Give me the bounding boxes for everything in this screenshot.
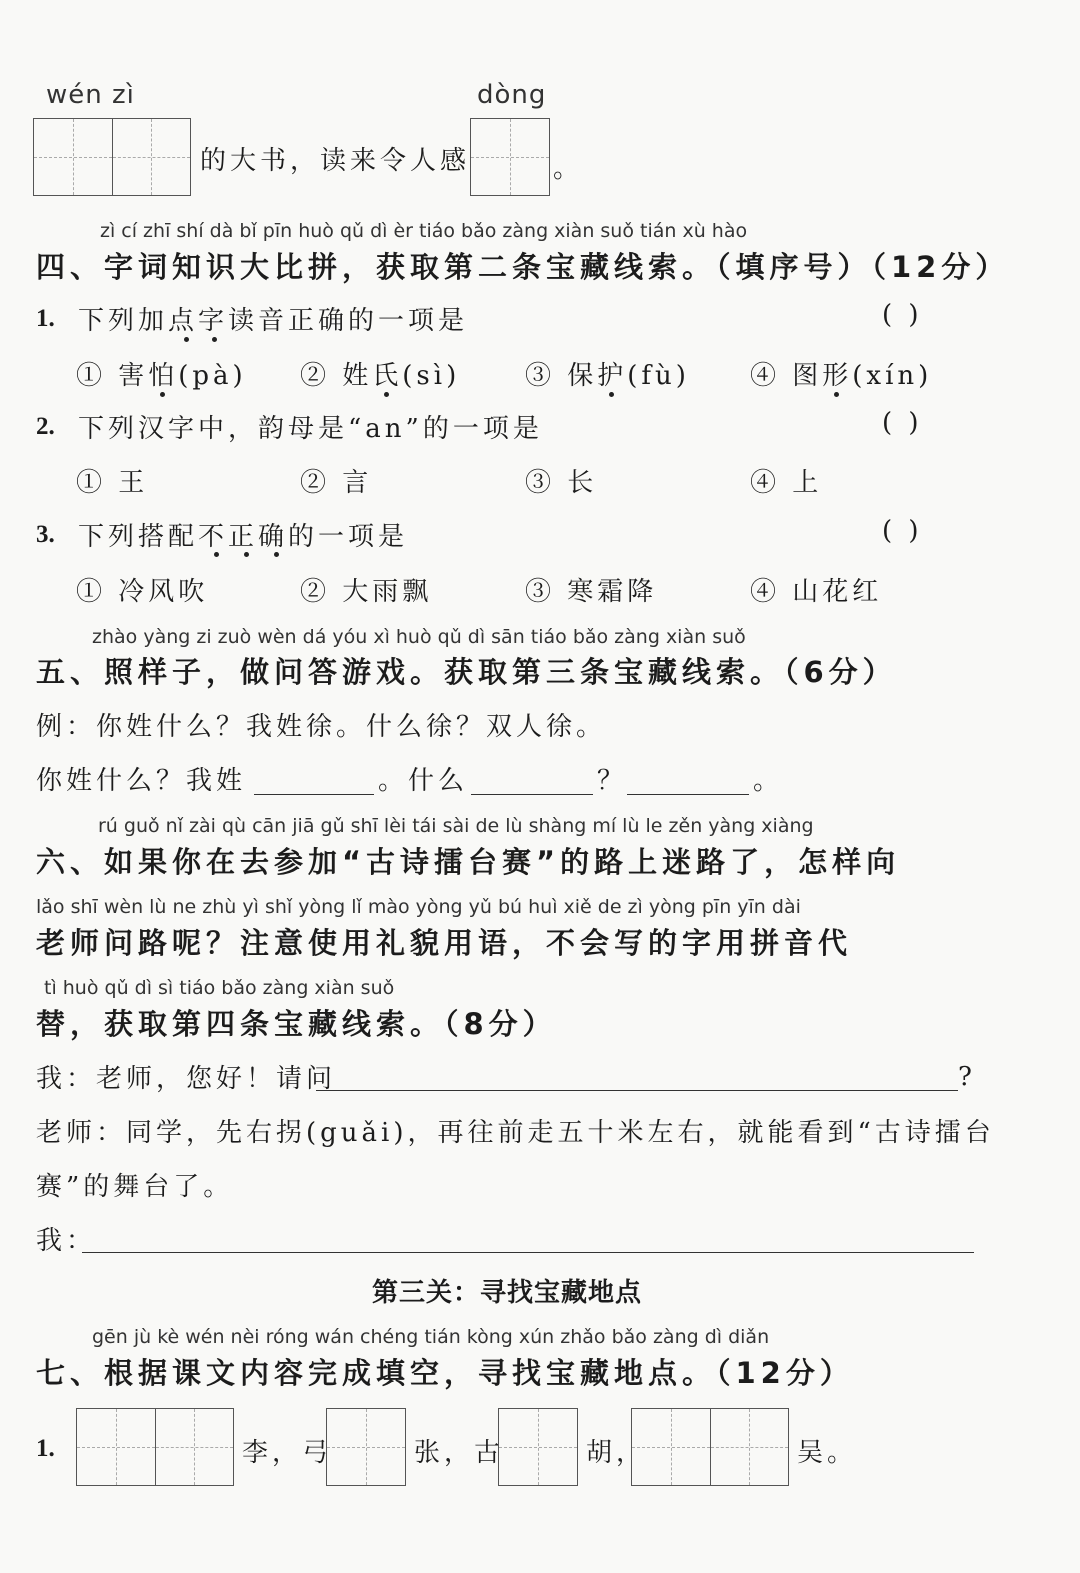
s5-line-middle: 。什么 (378, 766, 469, 796)
s4-q3-option-2: ② 大雨飘 (300, 577, 433, 607)
s4-q2-answer-paren[interactable]: ( ) (882, 408, 923, 438)
s6-blank-question[interactable] (316, 1089, 958, 1091)
s4-q3-option-3: ③ 寒霜降 (525, 577, 658, 607)
s7-tianzige-4[interactable] (631, 1408, 789, 1486)
s4-q3-option-4: ④ 山花红 (750, 577, 883, 607)
top-sentence: 的大书，读来令人感 (200, 146, 471, 176)
s7-text-2: 张，古 (414, 1438, 505, 1468)
s5-example: 例：你姓什么？我姓徐。什么徐？双人徐。 (36, 712, 607, 742)
emphasis-dot (384, 392, 389, 397)
emphasis-dot (609, 392, 614, 397)
emphasis-dot (244, 552, 249, 557)
s7-tianzige-3[interactable] (498, 1408, 578, 1486)
s5-line-prefix: 你姓什么？我姓 (36, 766, 247, 796)
s4-q3-option-1: ① 冷风吹 (76, 577, 209, 607)
tianzige-box-wenzi[interactable] (33, 118, 191, 196)
top-end-punct: 。 (553, 154, 584, 184)
s6-heading-line-2: 老师问路呢？注意使用礼貌用语，不会写的字用拼音代 (36, 926, 853, 960)
s6-teacher-reply: 老师：同学，先右拐(guǎi)，再往前走五十米左右，就能看到“古诗擂台 (36, 1118, 995, 1148)
s5-question-mark: ？ (597, 766, 628, 796)
s7-tianzige-1[interactable] (76, 1408, 234, 1486)
s7-text-3: 胡， (586, 1438, 647, 1468)
s4-q1-number: 1. (36, 305, 55, 332)
s6-me-reply: 我： (36, 1226, 97, 1256)
s4-q1-option-2: ② 姓氏(sì) (300, 361, 461, 391)
s4-q3-text: 下列搭配不正确的一项是 (78, 522, 409, 552)
s4-q1-option-1: ① 害怕(pà) (76, 361, 247, 391)
s5-blank-surname[interactable] (254, 793, 374, 795)
s4-q3-answer-paren[interactable]: ( ) (882, 516, 923, 546)
level3-title: 第三关：寻找宝藏地点 (372, 1278, 643, 1308)
s6-pinyin-3: tì huò qǔ dì sì tiáo bǎo zàng xiàn suǒ (44, 977, 395, 999)
s7-heading: 七、根据课文内容完成填空，寻找宝藏地点。（12分） (36, 1356, 854, 1390)
pinyin-wen-zi: wén zì (46, 80, 135, 110)
emphasis-dot (212, 337, 217, 342)
s7-text-1: 李，弓 (242, 1438, 333, 1468)
s6-heading-line-1: 六、如果你在去参加“古诗擂台赛”的路上迷路了，怎样向 (36, 845, 901, 879)
s4-q1-text: 下列加点字读音正确的一项是 (78, 306, 469, 336)
s6-me-ask-end: ? (958, 1062, 976, 1092)
s7-q1-number: 1. (36, 1435, 55, 1462)
emphasis-dot (184, 337, 189, 342)
s4-q1-option-3: ③ 保护(fù) (525, 361, 690, 391)
emphasis-dot (214, 552, 219, 557)
s6-pinyin-1: rú guǒ nǐ zài qù cān jiā gǔ shī lèi tái sài de lù shàng mí lù le zěn yàng xiàng (98, 815, 814, 837)
s7-tianzige-2[interactable] (326, 1408, 406, 1486)
s5-pinyin: zhào yàng zi zuò wèn dá yóu xì huò qǔ dì sān tiáo bǎo zàng xiàn suǒ (92, 626, 746, 648)
s6-heading-line-3: 替，获取第四条宝藏线索。（8分） (36, 1007, 557, 1041)
s4-pinyin: zì cí zhī shí dà bǐ pīn huò qǔ dì èr tiáo bǎo zàng xiàn suǒ tián xù hào (100, 220, 748, 242)
s4-q2-number: 2. (36, 413, 55, 440)
s5-blank-answer[interactable] (627, 793, 749, 795)
tianzige-box-dong[interactable] (470, 118, 550, 196)
s6-me-ask: 我：老师，您好！请问 (36, 1064, 337, 1094)
s6-pinyin-2: lǎo shī wèn lù ne zhù yì shǐ yòng lǐ mào yòng yǔ bú huì xiě de zì yòng pīn yīn dài (36, 896, 801, 918)
s6-teacher-reply-2: 赛”的舞台了。 (36, 1172, 234, 1202)
s4-heading: 四、字词知识大比拼，获取第二条宝藏线索。（填序号）（12分） (36, 250, 1010, 284)
s4-q2-option-2: ② 言 (300, 468, 373, 498)
s7-text-4: 吴。 (797, 1438, 858, 1468)
s4-q2-text: 下列汉字中，韵母是“an”的一项是 (78, 414, 543, 444)
s5-heading: 五、照样子，做问答游戏。获取第三条宝藏线索。（6分） (36, 655, 897, 689)
s5-blank-what[interactable] (471, 793, 593, 795)
emphasis-dot (834, 392, 839, 397)
s6-blank-reply[interactable] (82, 1251, 974, 1253)
s7-pinyin: gēn jù kè wén nèi róng wán chéng tián kòng xún zhǎo bǎo zàng dì diǎn (92, 1326, 770, 1348)
s4-q1-option-4: ④ 图形(xín) (750, 361, 933, 391)
s4-q2-option-1: ① 王 (76, 468, 149, 498)
emphasis-dot (160, 392, 165, 397)
s4-q2-option-3: ③ 长 (525, 468, 598, 498)
s5-line-end: 。 (753, 766, 784, 796)
s4-q1-answer-paren[interactable]: ( ) (882, 300, 923, 330)
pinyin-dong: dòng (477, 80, 547, 110)
s4-q3-number: 3. (36, 521, 55, 548)
s4-q2-option-4: ④ 上 (750, 468, 823, 498)
emphasis-dot (274, 552, 279, 557)
